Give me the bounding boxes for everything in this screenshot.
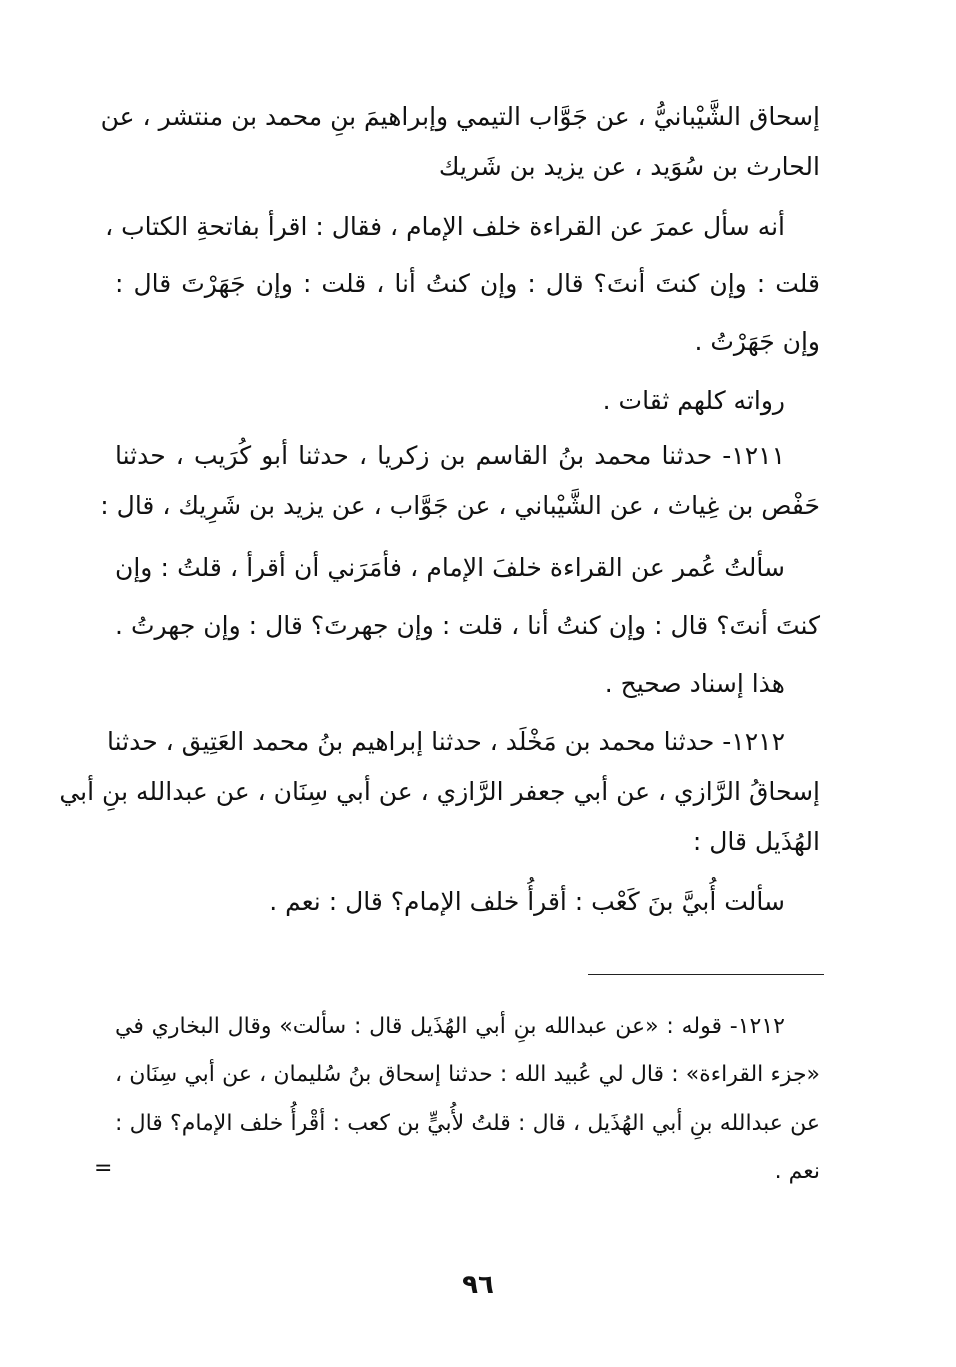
text-line: إسحاق الشَّيْبانيُّ ، عن جَوَّاب التيمي وإبراهيمَ بنِ محمد بن منتشر ، عن (100, 102, 820, 131)
text-line: سألتُ عُمر عن القراءة خلفَ الإمام ، فأمَرَني أن أقرأ ، قلتُ : وإن (115, 553, 785, 582)
footnote-separator (588, 974, 824, 975)
text-line: سألت أُبيَّ بنَ كَعْب : أقرأُ خلف الإمام؟ قال : نعم . (269, 887, 785, 916)
text-line: أنه سأل عمرَ عن القراءة خلف الإمام ، فقال : اقرأ بفاتحةِ الكتاب ، (105, 212, 785, 241)
page-number: ٩٦ (462, 1270, 494, 1300)
text-line: قلت : وإن كنتَ أنتَ؟ قال : وإن كنتُ أنا ، قلت : وإن جَهَرْتَ قال : (115, 269, 820, 298)
footnote-line: نعم . (774, 1159, 820, 1184)
continuation-mark: = (94, 1156, 113, 1181)
text-line: الحارث بن سُوَيد ، عن يزيد بن شَريك (438, 152, 820, 181)
footnote-line: ١٢١٢- قوله : «عن عبدالله بنِ أبي الهُذَيل قال : سألت» وقال البخاري في (115, 1014, 785, 1039)
footnote-line: عن عبدالله بنِ أبي الهُذَيل ، قال : قلتُ لأُبيٍّ بن كعب : أقْرأُ خلف الإمام؟ قال : (115, 1111, 820, 1136)
text-line: ١٢١١- حدثنا محمد بنُ القاسم بن زكريا ، حدثنا أبو كُرَيب ، حدثنا (115, 441, 785, 470)
text-line: ١٢١٢- حدثنا محمد بن مَخْلَد ، حدثنا إبراهيم بنُ محمد العَتِيق ، حدثنا (106, 727, 785, 756)
text-line: حَفْص بن غِياث ، عن الشَّيْباني ، عن جَوَّاب ، عن يزيد بن شَرِيك ، قال : (100, 491, 820, 520)
text-line: الهُذَيل قال : (692, 827, 820, 856)
text-line: كنتَ أنتَ؟ قال : وإن كنتُ أنا ، قلت : وإن جهرتَ؟ قال : وإن جهرتُ . (115, 611, 820, 640)
text-line: إسحاقُ الرَّازي ، عن أبي جعفر الرَّازي ، عن أبي سِنَان ، عن عبدالله بنِ أبي (59, 777, 820, 806)
text-line: هذا إسناد صحيح . (604, 669, 785, 698)
footnote-line: «جزء القراءة» : قال لي عُبيد الله : حدثنا إسحاق بنُ سُليمان ، عن أبي سِنَان ، (115, 1062, 820, 1087)
text-line: رواته كلهم ثقات . (602, 386, 785, 415)
text-line: وإن جَهَرْتُ . (694, 327, 820, 356)
